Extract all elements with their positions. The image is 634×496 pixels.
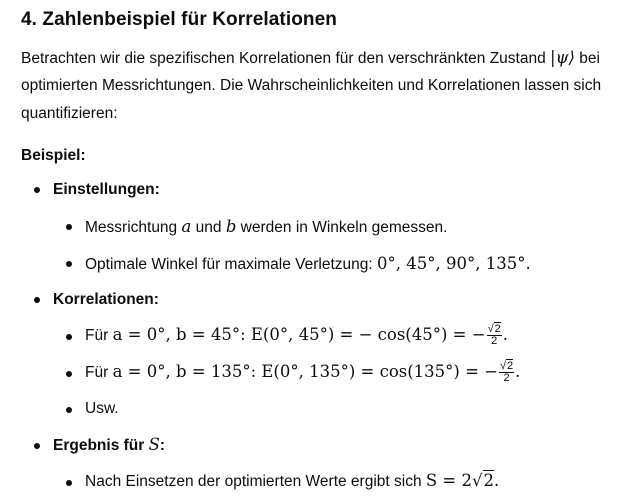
result-formula: S = 2: [425, 471, 472, 490]
correlation-item-3: Usw.: [85, 400, 119, 417]
bullet-icon: [66, 334, 72, 340]
settings-label: Einstellungen:: [53, 181, 160, 198]
bullet-icon: [66, 224, 72, 230]
bullet-icon: [66, 480, 72, 486]
var-S: S: [148, 435, 160, 454]
correlation-item-1: Für a = 0°, b = 45°: E(0°, 45°) = − cos(45°) = − $\frac{√2}{2}$ .: [85, 323, 508, 348]
bullet-icon: [34, 187, 40, 193]
settings-item-2: Optimale Winkel für maximale Verletzung: 0°, 45°, 90°, 135°.: [85, 254, 531, 273]
example-label: Beispiel:: [21, 147, 86, 164]
var-a: a: [181, 217, 192, 236]
angles-math: 0°, 45°, 90°, 135°.: [377, 254, 531, 273]
bullet-icon: [34, 297, 40, 303]
bullet-icon: [34, 443, 40, 449]
var-b: b: [225, 217, 237, 236]
intro-line-3: quantifizieren:: [21, 105, 118, 122]
settings-item-1: Messrichtung a und b werden in Winkeln gemessen.: [85, 217, 448, 236]
ket-psi: |ψ⟩: [550, 48, 575, 67]
correlation-formula-1: a = 0°, b = 45°: E(0°, 45°) = − cos(45°) = −: [112, 325, 486, 344]
intro-text-1b: bei: [574, 50, 600, 67]
bullet-icon: [66, 261, 72, 267]
correlation-formula-2: a = 0°, b = 135°: E(0°, 135°) = cos(135°) = −: [112, 362, 498, 381]
result-item-1: Nach Einsetzen der optimierten Werte ergibt sich S = 2√2.: [85, 471, 500, 490]
fraction-sqrt2-over-2: $\frac{√2}{2}$: [487, 323, 501, 348]
bullet-icon: [66, 371, 72, 377]
section-heading: 4. Zahlenbeispiel für Korrelationen: [21, 9, 338, 30]
result-label: Ergebnis für S:: [53, 435, 166, 454]
intro-line-1: [21, 44, 600, 73]
bullet-icon: [66, 407, 72, 413]
intro-line-2: optimierten Messrichtungen. Die Wahrscheinlichkeiten und Korrelationen lassen sich: [21, 77, 602, 94]
fraction-sqrt2-over-2: $\frac{√2}{2}$: [500, 360, 514, 385]
correlations-label: Korrelationen:: [53, 291, 159, 308]
intro-text-1a: Betrachten wir die spezifischen Korrelationen für den verschränkten Zustand: [21, 50, 551, 67]
correlation-item-2: Für a = 0°, b = 135°: E(0°, 135°) = cos(135°) = − $\frac{√2}{2}$ .: [85, 360, 521, 385]
